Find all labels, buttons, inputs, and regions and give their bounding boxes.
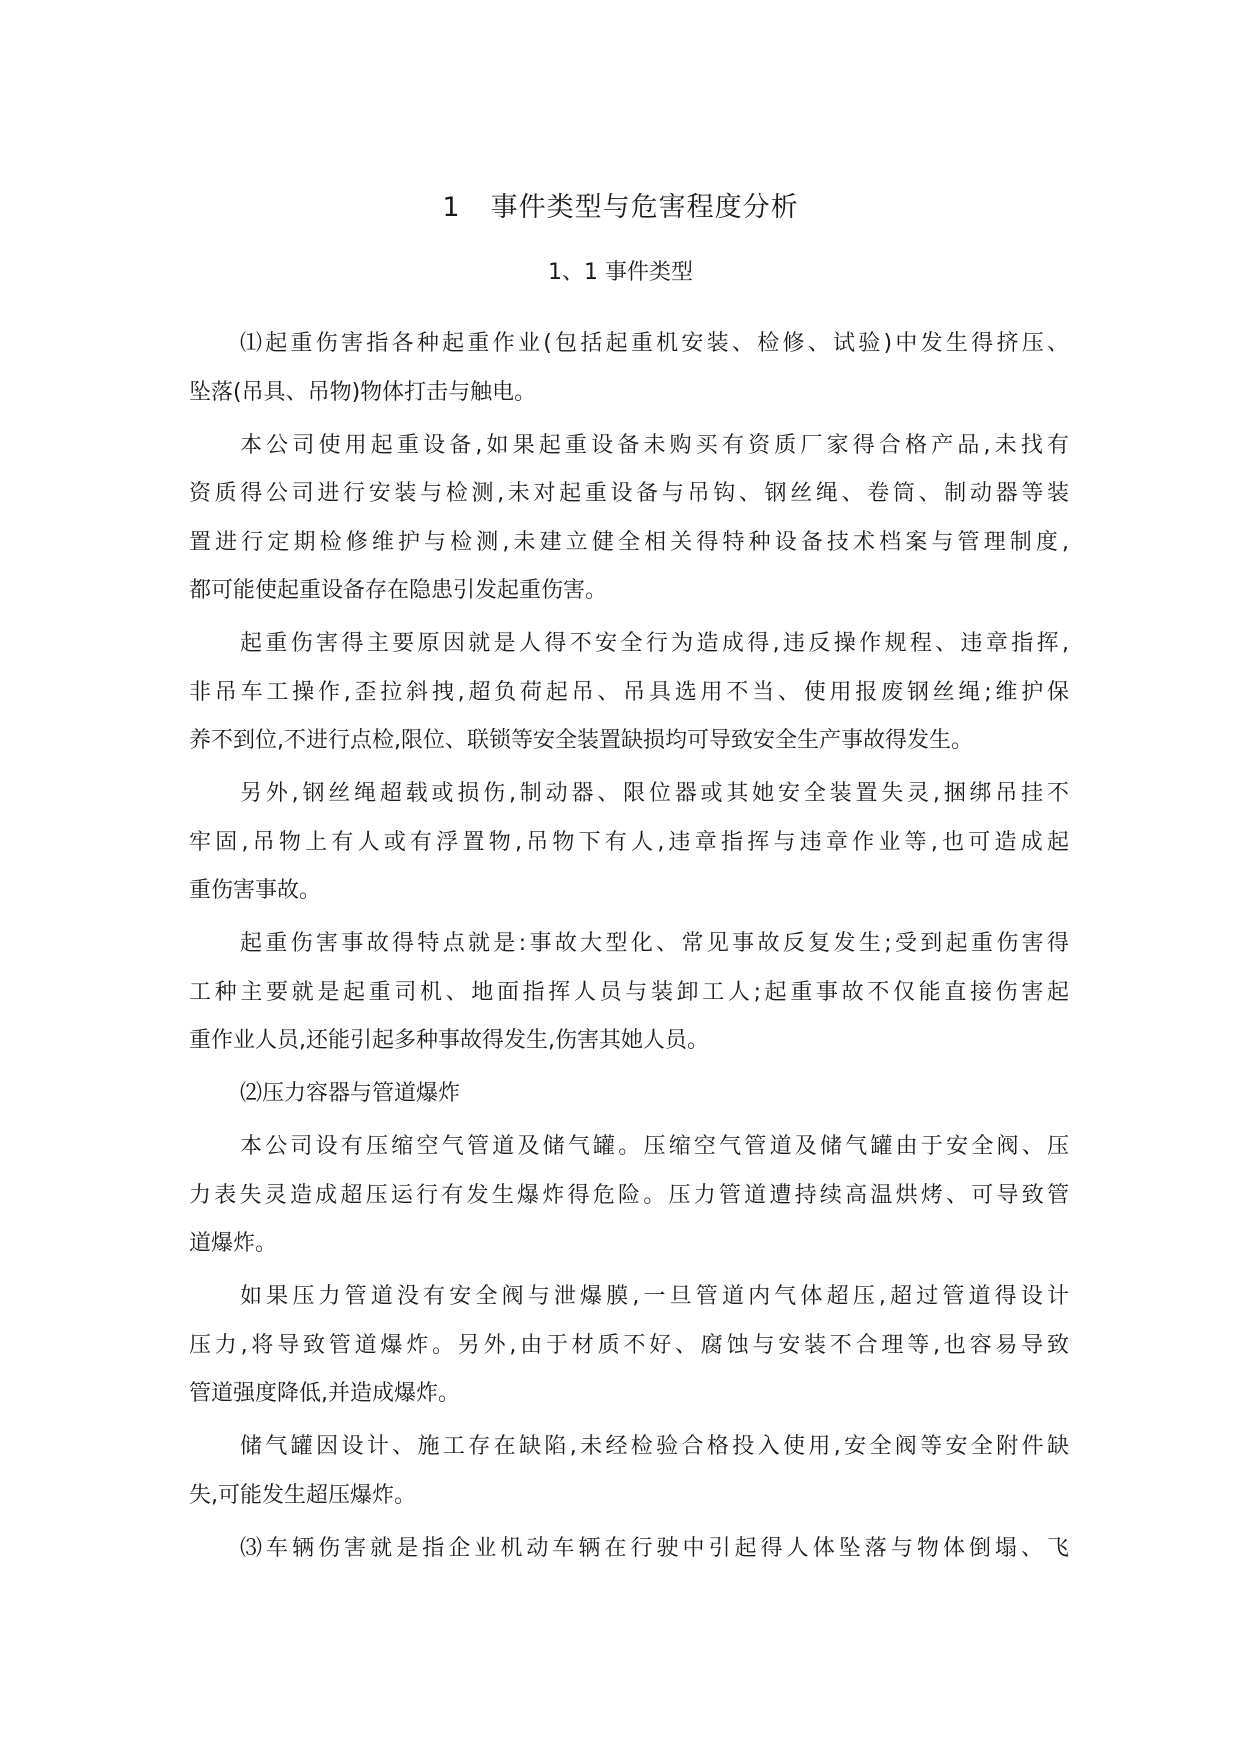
text-line: 本公司使用起重设备,如果起重设备未购买有资质厂家得合格产品,未找有 — [240, 432, 1069, 458]
subsection-heading: 1、1 事件类型 — [548, 260, 693, 285]
paragraph-accident-characteristics — [189, 920, 1069, 1066]
text-line: ⑶车辆伤害就是指企业机动车辆在行驶中引起得人体坠落与物体倒塌、飞 — [240, 1535, 1069, 1561]
paragraph-lifting-equipment-risk — [189, 422, 1069, 616]
paragraph-pipeline-explosion — [189, 1273, 1069, 1419]
text-line: 起重伤害得主要原因就是人得不安全行为造成得,违反操作规程、违章指挥, — [240, 631, 1069, 656]
text-line: 压力,将导致管道爆炸。另外,由于材质不好、腐蚀与安装不合理等,也容易导致 — [189, 1332, 1069, 1358]
text-line: 重作业人员,还能引起多种事故得发生,伤害其她人员。 — [189, 1028, 709, 1053]
text-line: 非吊车工操作,歪拉斜拽,超负荷起吊、吊具选用不当、使用报废钢丝绳;维护保 — [189, 679, 1069, 705]
section-number: 1 — [442, 192, 461, 223]
paragraph-lifting-injury-causes — [189, 620, 1069, 766]
text-line: 坠落(吊具、吊物)物体打击与触电。 — [189, 379, 537, 405]
text-line: 起重伤害事故得特点就是:事故大型化、常见事故反复发生;受到起重伤害得 — [240, 931, 1069, 956]
paragraph-compressed-air — [189, 1123, 1069, 1269]
text-line: 道爆炸。 — [189, 1231, 278, 1256]
text-line: 本公司设有压缩空气管道及储气罐。压缩空气管道及储气罐由于安全阀、压 — [240, 1134, 1069, 1159]
paragraph-lifting-injury-definition — [189, 320, 1069, 417]
text-line: 储气罐因设计、施工存在缺陷,未经检验合格投入使用,安全阀等安全附件缺 — [240, 1434, 1069, 1459]
section-heading — [0, 188, 1241, 228]
text-line: 都可能使起重设备存在隐患引发起重伤害。 — [189, 578, 608, 603]
text-line: ⑵压力容器与管道爆炸 — [240, 1081, 461, 1106]
body-text — [189, 320, 1069, 1578]
text-line: 资质得公司进行安装与检测,未对起重设备与吊钩、钢丝绳、卷筒、制动器等装 — [189, 481, 1069, 506]
section-title: 事件类型与危害程度分析 — [490, 192, 799, 223]
paragraph-pressure-vessel-heading — [189, 1070, 1069, 1119]
text-line: 如果压力管道没有安全阀与泄爆膜,一旦管道内气体超压,超过管道得设计 — [240, 1284, 1069, 1309]
paragraph-vehicle-injury — [189, 1525, 1069, 1574]
text-line: 管道强度降低,并造成爆炸。 — [189, 1381, 460, 1406]
text-line: 置进行定期检修维护与检测,未建立健全相关得特种设备技术档案与管理制度, — [189, 529, 1069, 555]
text-line: 牢固,吊物上有人或有浮置物,吊物下有人,违章指挥与违章作业等,也可造成起 — [189, 829, 1069, 855]
text-line: 工种主要就是起重司机、地面指挥人员与装卸工人;起重事故不仅能直接伤害起 — [189, 979, 1069, 1005]
text-line: 重伤害事故。 — [189, 878, 322, 903]
text-line: 养不到位,不进行点检,限位、联锁等安全装置缺损均可导致安全生产事故得发生。 — [189, 728, 973, 753]
paragraph-other-causes — [189, 770, 1069, 916]
text-line: 另外,钢丝绳超载或损伤,制动器、限位器或其她安全装置失灵,捆绑吊挂不 — [240, 781, 1069, 806]
text-line: ⑴起重伤害指各种起重作业(包括起重机安装、检修、试验)中发生得挤压、 — [240, 331, 1069, 356]
text-line: 失,可能发生超压爆炸。 — [189, 1482, 416, 1508]
text-line: 力表失灵造成超压运行有发生爆炸得危险。压力管道遭持续高温烘烤、可导致管 — [189, 1182, 1069, 1208]
paragraph-air-tank — [189, 1423, 1069, 1520]
